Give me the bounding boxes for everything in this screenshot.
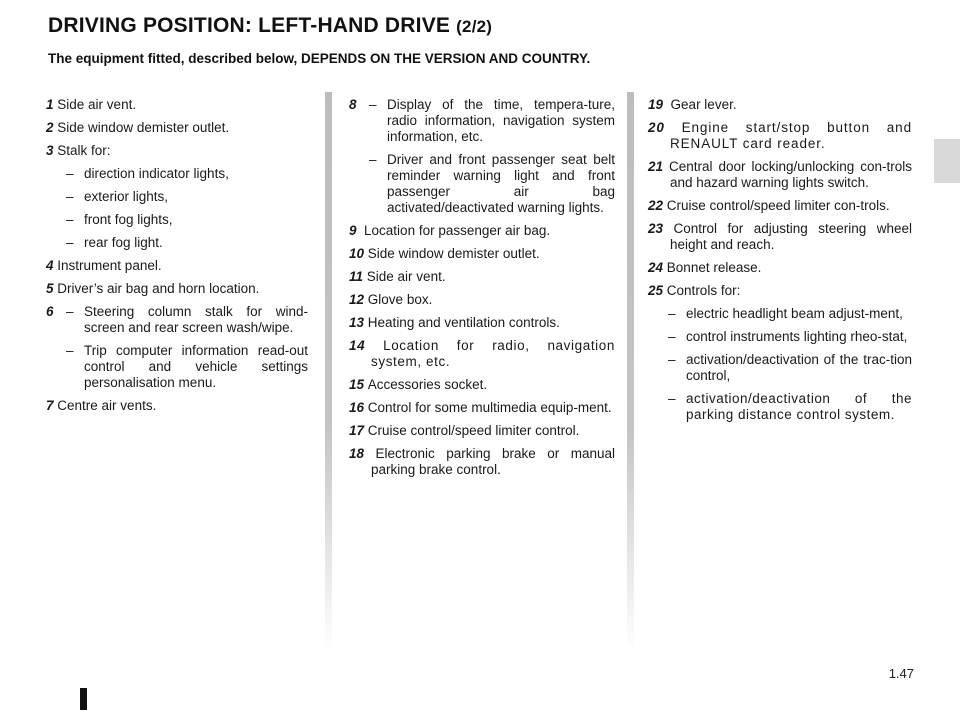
list-item-4: 4 Instrument panel. bbox=[46, 258, 162, 273]
list-item-7: 7 Centre air vents. bbox=[46, 398, 157, 413]
sub-item: – electric headlight beam adjust-ment, bbox=[668, 306, 903, 321]
list-item-19: 19 Gear lever. bbox=[648, 97, 737, 112]
sub-item: – Trip computer information read-out control and vehicle settings personalisation menu. bbox=[66, 343, 308, 390]
list-item-16: 16 Control for some multimedia equip-ment. bbox=[349, 400, 612, 415]
list-item-18: 18 Electronic parking brake or manual parking brake control. bbox=[349, 446, 615, 477]
list-item-15: 15 Accessories socket. bbox=[349, 377, 488, 392]
list-item-1: 1 Side air vent. bbox=[46, 97, 137, 112]
list-item-23: 23 Control for adjusting steering wheel height and reach. bbox=[648, 221, 912, 252]
list-item-9: 9 Location for passenger air bag. bbox=[349, 223, 551, 238]
page-subtitle: The equipment fitted, described below, DEPENDS ON THE VERSION AND COUNTRY. bbox=[48, 51, 591, 66]
sub-item: – control instruments lighting rheo-stat, bbox=[668, 329, 908, 344]
sub-item: – activation/deactivation of the parking distance control system. bbox=[668, 391, 912, 422]
column-3 bbox=[648, 97, 912, 430]
list-item-20: 20 Engine start/stop button and RENAULT card reader. bbox=[648, 120, 912, 151]
list-item-14: 14 Location for radio, navigation system, etc. bbox=[349, 338, 615, 369]
page-corner-mark bbox=[80, 688, 87, 710]
list-item-6: 6 – Steering column stalk for wind-screen and rear screen wash/wipe. bbox=[46, 304, 308, 335]
column-1 bbox=[46, 97, 308, 421]
list-item-24: 24 Bonnet release. bbox=[648, 260, 762, 275]
sub-item: – rear fog light. bbox=[66, 235, 163, 250]
column-2 bbox=[349, 97, 615, 485]
sub-item: – activation/deactivation of the trac-tion control, bbox=[668, 352, 912, 383]
list-item-13: 13 Heating and ventilation controls. bbox=[349, 315, 560, 330]
list-item-25: 25 Controls for: bbox=[648, 283, 741, 298]
list-item-22: 22 Cruise control/speed limiter con-trols. bbox=[648, 198, 890, 213]
list-item-5: 5 Driver’s air bag and horn location. bbox=[46, 281, 260, 296]
section-tab bbox=[934, 139, 960, 183]
list-item-3: 3 Stalk for: bbox=[46, 143, 111, 158]
list-item-17: 17 Cruise control/speed limiter control. bbox=[349, 423, 580, 438]
column-divider-2 bbox=[627, 92, 634, 652]
sub-item: – Driver and front passenger seat belt reminder warning light and front passenger air bag activated/deactivated warning lights. bbox=[369, 152, 615, 215]
page-number: 1.47 bbox=[888, 666, 914, 681]
page-title-text: DRIVING POSITION: LEFT-HAND DRIVE bbox=[48, 14, 451, 37]
page-title-part: (2/2) bbox=[456, 17, 493, 36]
list-item-8: 8 – Display of the time, tempera-ture, radio information, navigation system information, etc. bbox=[349, 97, 615, 144]
sub-item: – exterior lights, bbox=[66, 189, 169, 204]
page-title bbox=[48, 14, 492, 38]
list-item-11: 11 Side air vent. bbox=[349, 269, 446, 284]
sub-item: – direction indicator lights, bbox=[66, 166, 229, 181]
list-item-2: 2 Side window demister outlet. bbox=[46, 120, 230, 135]
column-divider-1 bbox=[325, 92, 332, 652]
sub-item: – front fog lights, bbox=[66, 212, 173, 227]
list-item-12: 12 Glove box. bbox=[349, 292, 433, 307]
list-item-21: 21 Central door locking/unlocking con-trols and hazard warning lights switch. bbox=[648, 159, 912, 190]
list-item-10: 10 Side window demister outlet. bbox=[349, 246, 540, 261]
